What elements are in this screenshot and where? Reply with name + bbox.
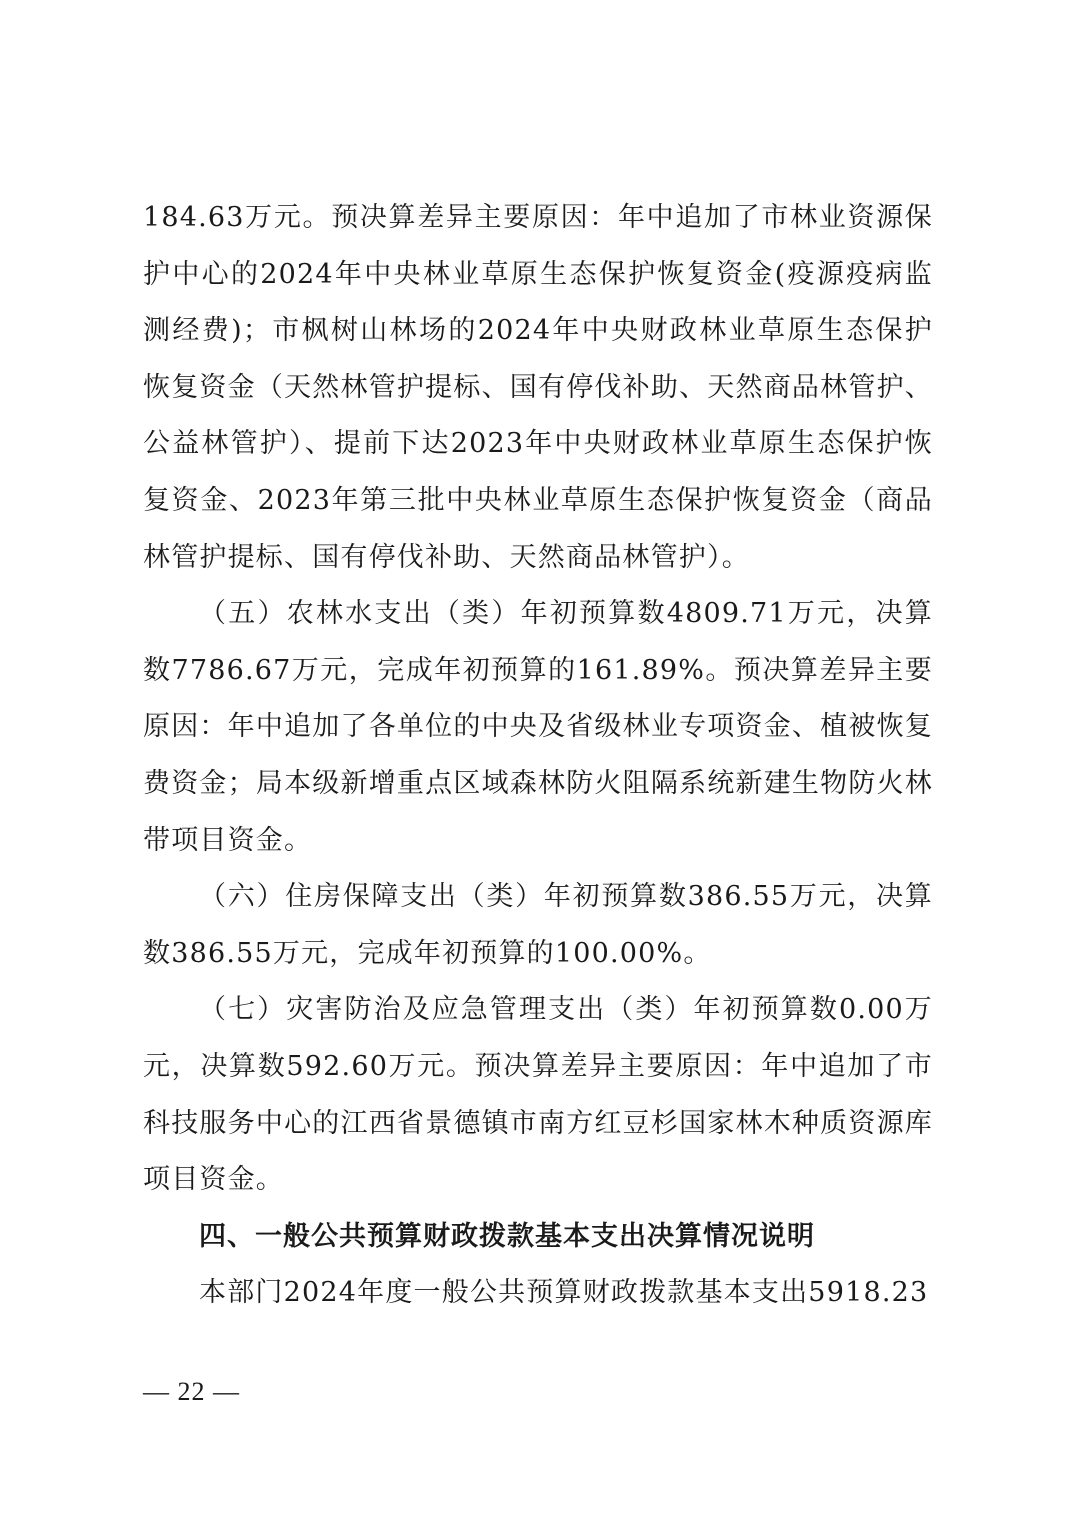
- paragraph-basic-expenditure: 本部门2024年度一般公共预算财政拨款基本支出5918.23: [199, 1277, 929, 1309]
- paragraph-agriculture-forestry-water: （五）农林水支出（类）年初预算数4809.71万元，决算数7786.67万元，完成年初预算的161.89%。预决算差异主要原因：年中追加了各单位的中央及省级林业专项资金、植被恢复费资金；局本级新增重点区域森林防火阻隔系统新建生物防火林带项目资金。: [143, 598, 933, 856]
- paragraph-continuation: 184.63万元。预决算差异主要原因：年中追加了市林业资源保护中心的2024年中央林业草原生态保护恢复资金(疫源疫病监测经费)；市枫树山林场的2024年中央财政林业草原生态保护恢复资金（天然林管护提标、国有停伐补助、天然商品林管护、公益林管护）、提前下达2023年中央财政林业草原生态保护恢复资金、2023年第三批中央林业草原生态保护恢复资金（商品林管护提标、国有停伐补助、天然商品林管护）。: [143, 202, 933, 573]
- paragraph-disaster-prevention: （七）灾害防治及应急管理支出（类）年初预算数0.00万元，决算数592.60万元。预决算差异主要原因：年中追加了市科技服务中心的江西省景德镇市南方红豆杉国家林木种质资源库项目资金。: [143, 994, 933, 1196]
- paragraph-housing-security: （六）住房保障支出（类）年初预算数386.55万元，决算数386.55万元，完成年初预算的100.00%。: [143, 881, 933, 969]
- section-heading: 四、一般公共预算财政拨款基本支出决算情况说明: [199, 1220, 815, 1252]
- page-number: — 22 —: [143, 1377, 240, 1406]
- document-body: [143, 190, 933, 1322]
